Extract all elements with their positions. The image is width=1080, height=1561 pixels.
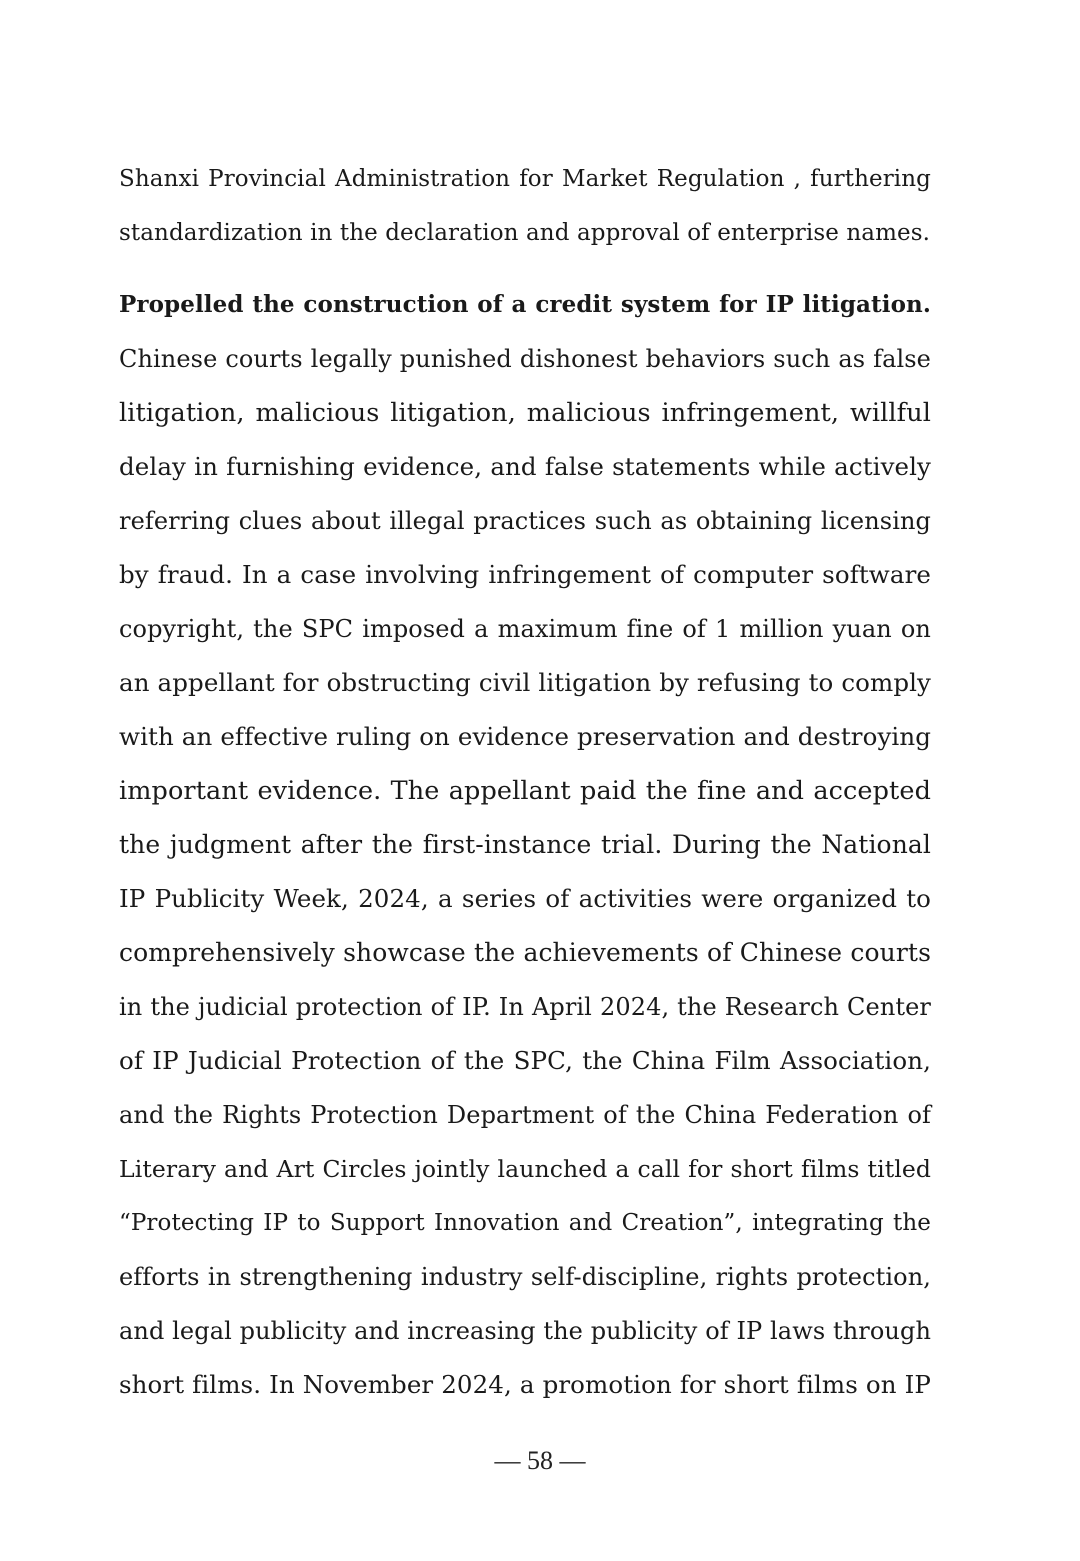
text-line: Chinese courts legally punished dishonest behaviors such as false [119,345,931,373]
text-line: referring clues about illegal practices such as obtaining licensing [119,507,931,535]
text-line: in the judicial protection of IP. In April 2024, the Research Center [119,993,931,1021]
text-line: efforts in strengthening industry self-discipline, rights protection, [119,1263,931,1291]
text-line: and the Rights Protection Department of the China Federation of [119,1101,931,1129]
text-line: litigation, malicious litigation, malicious infringement, willful [119,398,931,428]
text-line: the judgment after the first-instance trial. During the National [119,830,931,859]
paragraph-continued [119,152,931,260]
text-line: Literary and Art Circles jointly launched a call for short films titled [119,1155,931,1183]
text-line: delay in furnishing evidence, and false statements while actively [119,452,931,481]
text-line: comprehensively showcase the achievements of Chinese courts [119,938,931,967]
text-line: important evidence. The appellant paid the fine and accepted [119,776,931,806]
text-line: and legal publicity and increasing the publicity of IP laws through [119,1317,931,1345]
paragraph-heading: Propelled the construction of a credit system for IP litigation. [119,291,931,318]
page-number: — 58 — [494,1446,586,1475]
text-line: an appellant for obstructing civil litigation by refusing to comply [119,668,931,697]
text-line: short films. In November 2024, a promotion for short films on IP [119,1370,931,1399]
text-line: “Protecting IP to Support Innovation and Creation”, integrating the [119,1210,931,1236]
text-line: copyright, the SPC imposed a maximum fine of 1 million yuan on [119,615,931,643]
paragraph-credit-system [119,278,931,1412]
text-line: IP Publicity Week, 2024, a series of activities were organized to [119,884,931,913]
text-line: by fraud. In a case involving infringement of computer software [119,560,931,589]
text-line: with an effective ruling on evidence preservation and destroying [119,722,931,751]
document-body [119,152,931,1412]
text-line: standardization in the declaration and approval of enterprise names. [119,220,931,246]
text-line: of IP Judicial Protection of the SPC, the China Film Association, [119,1046,931,1075]
text-line: Shanxi Provincial Administration for Market Regulation , furthering [119,166,931,192]
